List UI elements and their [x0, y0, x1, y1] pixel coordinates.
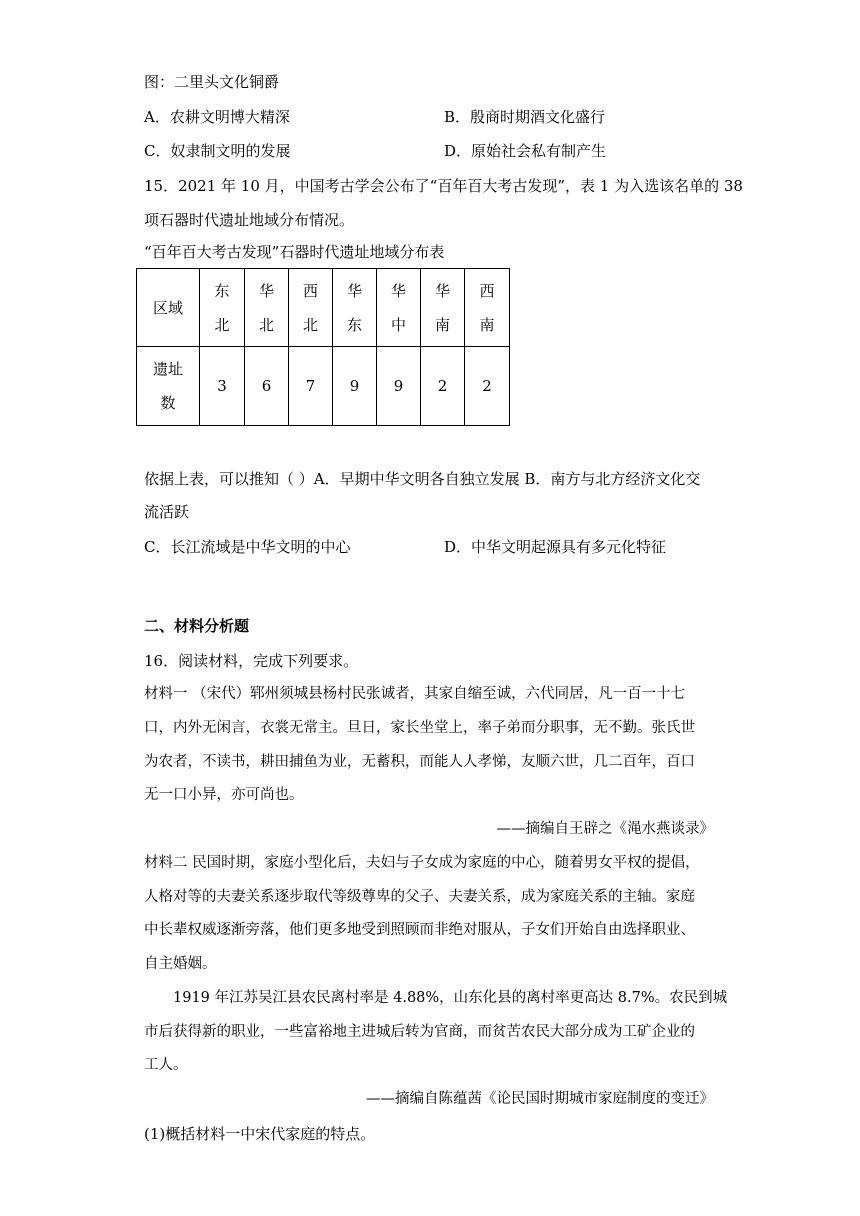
table-row-counts — [137, 347, 510, 426]
q15-answer-line-1: 依据上表，可以推知（ ）A．早期中华文明各自独立发展 B．南方与北方经济文化交 — [144, 470, 701, 488]
material2-line: 自主婚姻。 — [144, 956, 217, 972]
option-d: D．中华文明起源具有多元化特征 — [444, 538, 667, 556]
material1-line: 材料一 （宋代）郓州须城县杨村民张诚者，其家自缩至诚，六代同居，凡一百一十七 — [144, 686, 686, 702]
section-title: 二、材料分析题 — [144, 617, 250, 635]
table-header-sites: 遗址 数 — [137, 347, 200, 426]
material1-line: 为农者，不读书，耕田捕鱼为业，无蓄积，而能人人孝悌，友顺六世，几二百年，百口 — [144, 754, 695, 770]
material2-source: ——摘编自陈蕴茜《论民国时期城市家庭制度的变迁》 — [366, 1091, 714, 1107]
table-cell-count: 6 — [245, 347, 289, 426]
table-cell-count: 2 — [421, 347, 465, 426]
table-cell-region: 西 北 — [289, 269, 333, 347]
table-cell-count: 3 — [200, 347, 245, 426]
q16-stem: 16．阅读材料，完成下列要求。 — [144, 652, 359, 670]
q15-options-row — [144, 537, 724, 557]
table-row-regions — [137, 269, 510, 347]
sites-distribution-table — [136, 268, 510, 426]
q15-stem-line-1: 15．2021 年 10 月，中国考古学会公布了“百年百大考古发现”，表 1 为入选该名单的 38 — [144, 177, 743, 195]
material2-line: 中长辈权威逐渐旁落，他们更多地受到照顾而非绝对服从，子女们开始自由选择职业、 — [144, 922, 695, 938]
material2-line: 材料二 民国时期，家庭小型化后，夫妇与子女成为家庭的中心，随着男女平权的提倡， — [144, 855, 700, 871]
table-cell-region: 华 南 — [421, 269, 465, 347]
table-cell-count: 9 — [333, 347, 377, 426]
table-cell-region: 东 北 — [200, 269, 245, 347]
option-b: B．殷商时期酒文化盛行 — [444, 108, 606, 126]
material2b-line: 工人。 — [144, 1057, 188, 1073]
material1-line: 口，内外无闲言，衣裳无常主。旦日，家长坐堂上，率子弟而分职事，无不勤。张氏世 — [144, 720, 695, 736]
material2b-line: 市后获得新的职业，一些富裕地主进城后转为官商，而贫苦农民大部分成为工矿企业的 — [144, 1024, 695, 1040]
table-header-region: 区域 — [137, 269, 200, 347]
option-c: C．奴隶制文明的发展 — [144, 142, 291, 160]
table-title: “百年百大考古发现”石器时代遗址地域分布表 — [144, 243, 445, 261]
material1-line: 无一口小异，亦可尚也。 — [144, 787, 304, 803]
option-c: C．长江流域是中华文明的中心 — [144, 538, 351, 556]
image-caption: 图：二里头文化铜爵 — [144, 73, 280, 91]
material2-line: 人格对等的夫妻关系逐步取代等级尊卑的父子、夫妻关系，成为家庭关系的主轴。家庭 — [144, 889, 695, 905]
table-cell-count: 9 — [377, 347, 421, 426]
q14-options-row-2 — [144, 141, 724, 161]
sub-question-1: (1)概括材料一中宋代家庭的特点。 — [144, 1125, 376, 1143]
table-cell-count: 7 — [289, 347, 333, 426]
material1-source: ——摘编自王辟之《渑水燕谈录》 — [496, 821, 714, 837]
table-cell-count: 2 — [465, 347, 510, 426]
q15-stem-line-2: 项石器时代遗址地域分布情况。 — [144, 211, 355, 229]
table-cell-region: 华 东 — [333, 269, 377, 347]
option-d: D．原始社会私有制产生 — [444, 142, 607, 160]
q14-options-row-1 — [144, 107, 724, 127]
table-cell-region: 西 南 — [465, 269, 510, 347]
table-cell-region: 华 中 — [377, 269, 421, 347]
option-a: A．农耕文明博大精深 — [144, 108, 290, 126]
q15-answer-line-2: 流活跃 — [144, 503, 190, 521]
material2b-line: 1919 年江苏吴江县农民离村率是 4.88%，山东化县的离村率更高达 8.7%。农民到城 — [173, 990, 728, 1006]
table-cell-region: 华 北 — [245, 269, 289, 347]
